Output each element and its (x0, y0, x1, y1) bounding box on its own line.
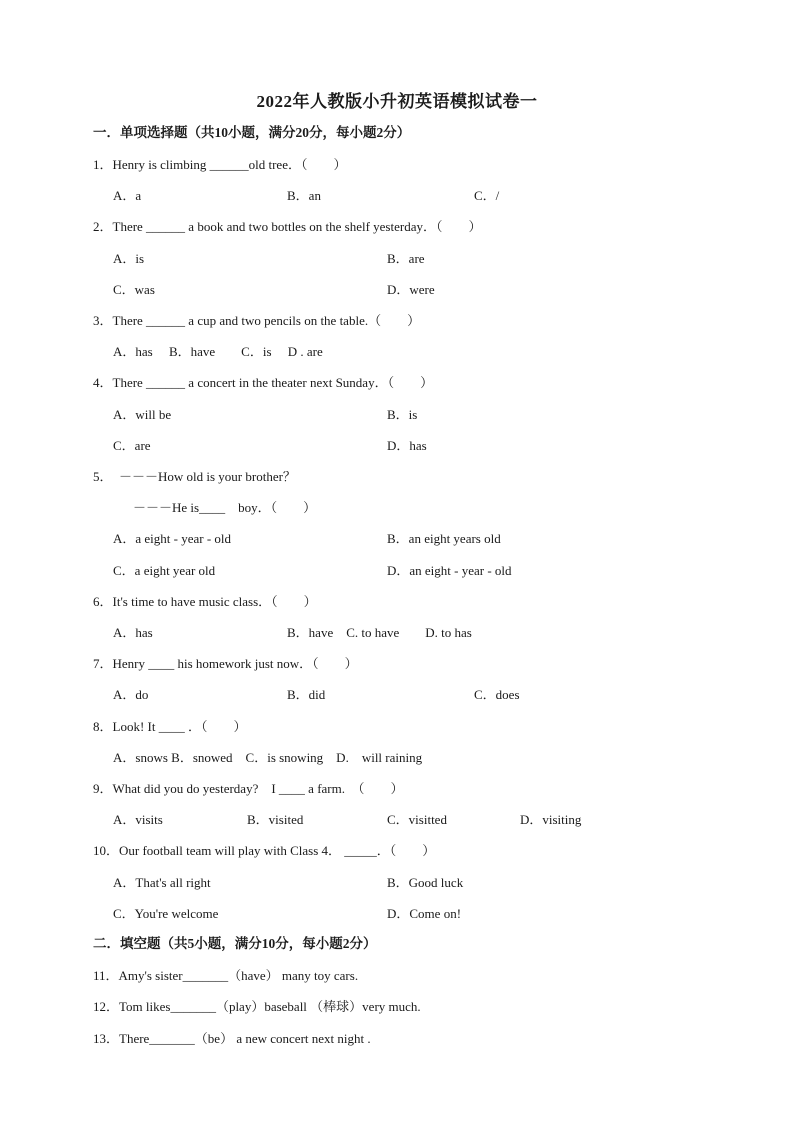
question-3-options: A．has B．have C．is D . are (113, 344, 323, 359)
question-12-stem: 12．Tom likes_______（play）baseball （棒球）very much. (93, 999, 421, 1014)
question-8-stem: 8．Look! It ____ ．（ ） (93, 719, 247, 734)
section-heading-multiple-choice: 一．单项选择题（共10小题，满分20分，每小题2分） (93, 125, 411, 140)
question-9-option-a: A．visits (113, 812, 163, 827)
question-9-option-d: D．visiting (520, 812, 582, 827)
question-5-option-c: C．a eight year old (113, 563, 216, 578)
question-8-options: A．snows B．snowed C．is snowing D. will raining (113, 750, 423, 765)
question-2-option-c: C．was (113, 282, 155, 297)
question-5-option-d: D．an eight - year - old (387, 563, 512, 578)
question-1-option-b: B．an (287, 188, 321, 203)
question-5-option-a: A．a eight - year - old (113, 531, 232, 546)
question-5-stem-line-1: 5． －－－How old is your brother？ (93, 469, 296, 484)
question-4-option-b: B．is (387, 407, 418, 422)
question-1-option-a: A．a (113, 188, 142, 203)
question-10-stem: 10．Our football team will play with Class 4． _____．（ ） (93, 843, 436, 858)
question-9-stem: 9．What did you do yesterday? I ____ a farm. （ ） (93, 781, 404, 796)
question-9-option-b: B．visited (247, 812, 304, 827)
question-10-option-c: C．You're welcome (113, 906, 219, 921)
question-7-option-a: A．do (113, 687, 149, 702)
question-7-option-c: C．does (474, 687, 520, 702)
question-2-stem: 2．There ______ a book and two bottles on the shelf yesterday．（ ） (93, 219, 482, 234)
question-11-stem: 11．Amy's sister_______（have） many toy cars. (93, 968, 359, 983)
question-10-option-b: B．Good luck (387, 875, 464, 890)
page-title: 2022年人教版小升初英语模拟试卷一 (256, 92, 538, 111)
question-6-stem: 6．It's time to have music class．（ ） (93, 594, 317, 609)
question-1-stem: 1．Henry is climbing ______old tree．（ ） (93, 157, 347, 172)
question-6-options-bcd: B．have C. to have D. to has (287, 625, 472, 640)
question-2-option-b: B．are (387, 251, 425, 266)
question-4-option-a: A．will be (113, 407, 172, 422)
question-5-stem-line-2: －－－He is____ boy．（ ） (133, 500, 317, 515)
question-4-stem: 4．There ______ a concert in the theater next Sunday．（ ） (93, 375, 434, 390)
question-9-option-c: C．visitted (387, 812, 447, 827)
question-1-option-c: C．/ (474, 188, 500, 203)
question-5-option-b: B．an eight years old (387, 531, 501, 546)
section-heading-fill-in-blank: 二．填空题（共5小题，满分10分，每小题2分） (93, 936, 377, 951)
question-6-option-a: A．has (113, 625, 153, 640)
question-4-option-c: C．are (113, 438, 151, 453)
question-7-stem: 7．Henry ____ his homework just now．（ ） (93, 656, 358, 671)
question-7-option-b: B．did (287, 687, 326, 702)
question-2-option-a: A．is (113, 251, 145, 266)
question-3-stem: 3．There ______ a cup and two pencils on the table.（ ） (93, 313, 421, 328)
question-4-option-d: D．has (387, 438, 427, 453)
question-10-option-a: A．That's all right (113, 875, 211, 890)
question-10-option-d: D．Come on! (387, 906, 462, 921)
question-2-option-d: D．were (387, 282, 435, 297)
question-13-stem: 13．There_______（be） a new concert next night . (93, 1031, 371, 1046)
